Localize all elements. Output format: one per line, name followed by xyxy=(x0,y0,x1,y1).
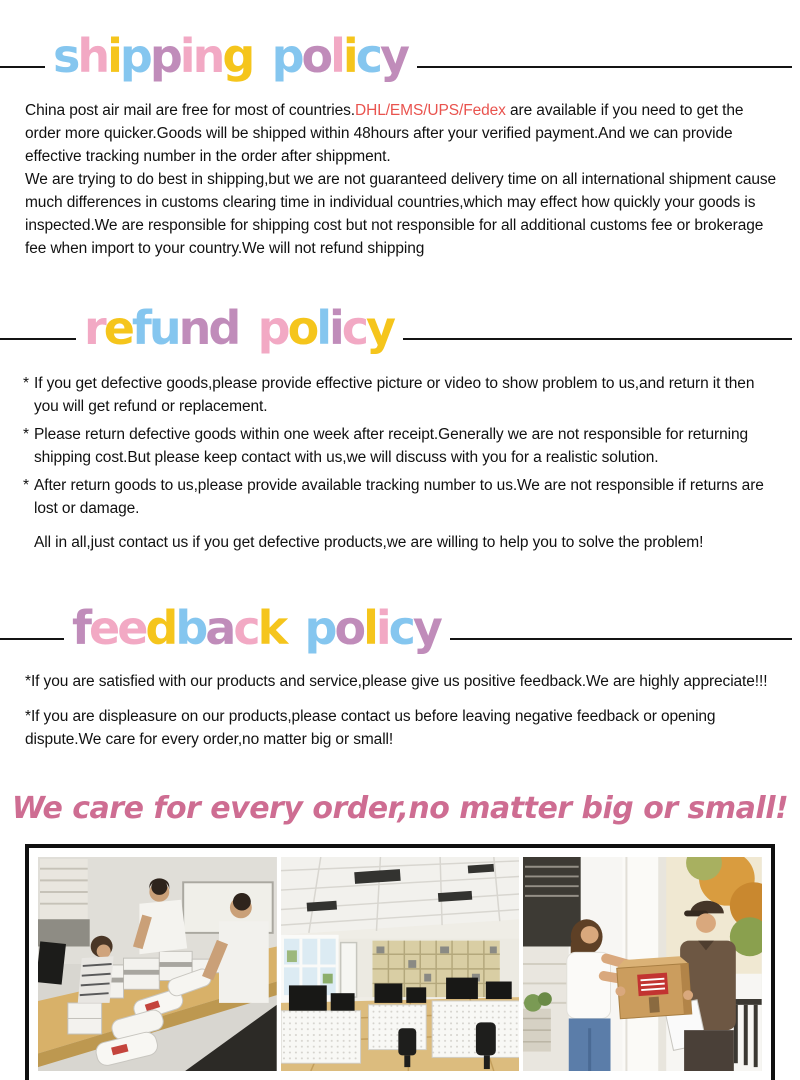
refund-item-text: Please return defective goods within one week after receipt.Generally we are not responsible for returning shipping cost.But please keep contact with us,we will discuss with you for a realistic solution. xyxy=(34,425,748,466)
heading-rule-right xyxy=(403,338,792,340)
heading-rule-right xyxy=(417,66,792,68)
delivery-handover-photo xyxy=(523,857,762,1071)
packing-warehouse-photo xyxy=(38,857,277,1071)
office-interior-photo xyxy=(281,857,520,1071)
feedback-policy-heading xyxy=(0,600,800,658)
bullet-asterisk: * xyxy=(23,374,29,392)
feedback-item xyxy=(25,670,780,693)
shipping-para2: We are trying to do best in shipping,but we are not guaranteed delivery time on all international shipment cause much differences in customs clearing time in individual countries,which may effect how quickly your goods is inspected.We are responsible for shipping cost but not responsible for all additional customs fee or brokerage fee when import to your country.We will not refund shipping xyxy=(25,171,777,258)
refund-policy-heading xyxy=(0,301,800,358)
heading-rule-left xyxy=(0,66,45,68)
care-banner: We care for every order,no matter big or small! xyxy=(11,790,789,826)
heading-rule-left xyxy=(0,338,76,340)
shipping-policy-text xyxy=(25,99,780,260)
bullet-asterisk: * xyxy=(23,425,29,443)
shipping-para1-pre: China post air mail are free for most of countries. xyxy=(25,102,356,120)
heading-rule-right xyxy=(450,638,792,640)
feedback-policy-title: feedback policy xyxy=(72,600,440,655)
refund-item-text: After return goods to us,please provide available tracking number to us.We are not responsible if returns are lost or damage. xyxy=(34,476,764,517)
shipping-policy-title: shipping policy xyxy=(53,29,407,83)
refund-item-text: All in all,just contact us if you get defective products,we are willing to help you to solve the problem! xyxy=(34,533,704,551)
photo-strip-frame xyxy=(25,844,775,1080)
bullet-asterisk: * xyxy=(25,707,31,725)
refund-policy-text xyxy=(25,372,780,554)
refund-item xyxy=(25,372,780,418)
feedback-policy-text xyxy=(25,670,780,751)
bullet-asterisk: * xyxy=(25,672,31,690)
bullet-asterisk: * xyxy=(23,476,29,494)
feedback-item xyxy=(25,705,780,751)
feedback-item-text: If you are satisfied with our products and service,please give us positive feedback.We are highly appreciate!!! xyxy=(30,672,768,690)
feedback-item-text: If you are displeasure on our products,please contact us before leaving negative feedback or opening dispute.We care for every order,no matter big or small! xyxy=(25,707,716,748)
shipping-policy-heading xyxy=(0,29,800,86)
refund-item xyxy=(25,531,780,554)
shipping-para1-post: are available if you need to get the order more quicker.Goods will be shipped within 48hours after your verified payment.And we can provide effective tracking number in the order after shippment. xyxy=(25,102,744,166)
refund-item xyxy=(25,423,780,469)
refund-item-text: If you get defective goods,please provide effective picture or video to show problem to us,and return it then you will get refund or replacement. xyxy=(34,374,755,415)
refund-item xyxy=(25,474,780,520)
refund-policy-title: refund policy xyxy=(84,301,394,356)
shipping-carriers-highlight: DHL/EMS/UPS/Fedex xyxy=(355,102,506,120)
heading-rule-left xyxy=(0,638,64,640)
